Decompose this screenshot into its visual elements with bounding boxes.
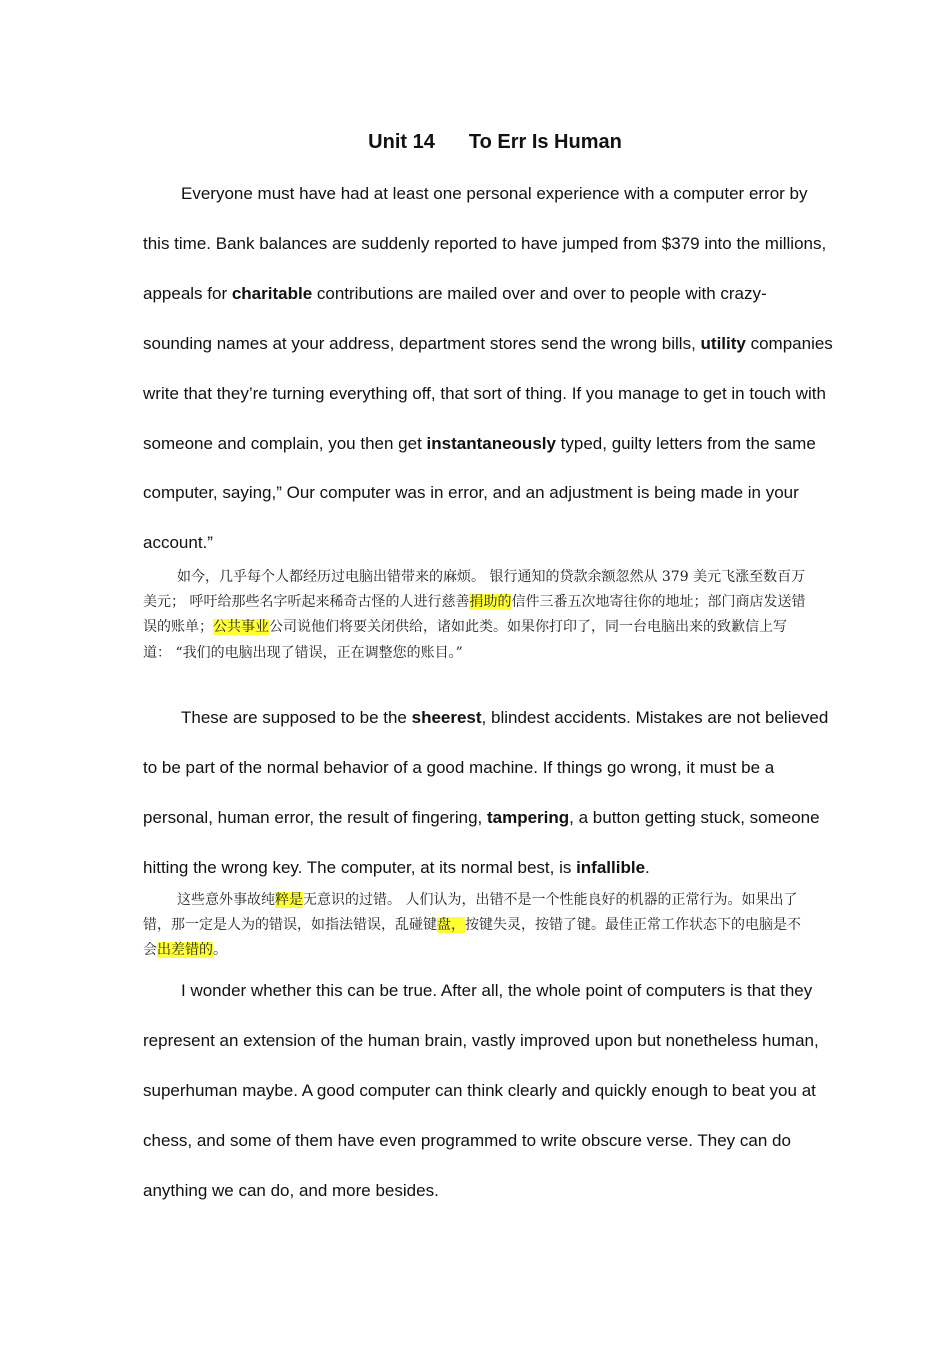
unit-title: To Err Is Human [468,131,622,153]
chinese-paragraph-1: 如今，几乎每个人都经历过电脑出错带来的麻烦。 银行通知的贷款余额忽然从 379 美元飞涨至数百万美元； 呼吁给那些名字听起来稀奇古怪的人进行慈善捐助的信件三番五次地寄往你的地址；部门商店发送错误的账单；公共事业公司说他们将要关闭供给，诸如此类。如果你打印了，同一台电脑出来的致歉信上写道： “我们的电脑出现了错误，正在调整您的账目。” [143,569,806,661]
highlight-gonggongshiye: 公共事业 [213,619,269,636]
vocab-instantaneously: instantaneously [426,433,556,453]
vocab-sheerest: sheerest [411,708,482,727]
vocab-utility: utility [700,333,746,353]
vocab-tampering: tampering [486,807,570,827]
highlight-pan: 盘， [437,917,465,934]
highlight-juanzhu: 捐助的 [469,594,512,611]
vocab-infallible: infallible [576,857,646,877]
chinese-paragraph-2: 这些意外事故纯粹是无意识的过错。 人们认为，出错不是一个性能良好的机器的正常行为。如果出了错，那一定是人为的错误，如指法错误，乱碰键盘，按键失灵，按错了键。最佳正常工作状态下的电脑是不会出差错的。 [143,892,801,959]
page-title [0,131,950,154]
highlight-cuishi: 粹是 [275,892,303,908]
unit-number: Unit 14 [368,131,435,153]
highlight-chucuode: 出差错的 [157,942,213,959]
english-paragraph-2: These are supposed to be the sheerest, blindest accidents. Mistakes are not believed to be part of the normal behavior of a good machine. If things go wrong, it must be a personal, human error, the result of fingering, tampering, a button getting stuck, someone hitting the wrong key. The computer, at its normal best, is infallible. [143,708,829,877]
vocab-charitable: charitable [231,283,313,303]
english-paragraph-3: I wonder whether this can be true. After all, the whole point of computers is that they represent an extension of the human brain, vastly improved upon but nonetheless human, superhuman maybe. A good computer can think clearly and quickly enough to beat you at chess, and some of them have even programmed to write obscure verse. They can do anything we can do, and more besides. [143,981,819,1200]
english-paragraph-1: Everyone must have had at least one personal experience with a computer error by this time. Bank balances are suddenly reported to have jumped from $379 into the millions, appeals for charitable contributions are mailed over and over to people with crazy-sounding names at your address, department stores send the wrong bills, utility companies write that they’re turning everything off, that sort of thing. If you manage to get in touch with someone and complain, you then get instantaneously typed, guilty letters from the same computer, saying,” Our computer was in error, and an adjustment is being made in your account.” [143,184,833,553]
